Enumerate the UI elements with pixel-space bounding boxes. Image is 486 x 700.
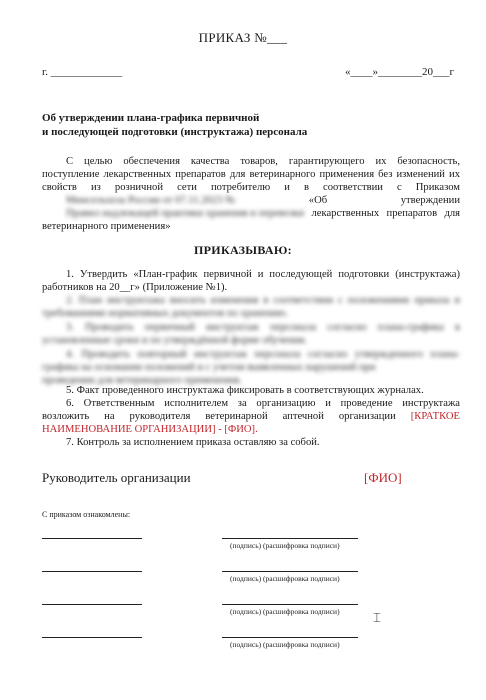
signature-caption: (подпись) (расшифровка подписи) bbox=[230, 574, 340, 583]
preamble-text-2: «Об утверждении bbox=[308, 195, 460, 206]
signature-line bbox=[222, 637, 358, 638]
item-6-text: 6. Ответственным исполнителем за организацию и проведение инструктажа возложить на руководителя ветеринарной аптечной организации bbox=[42, 398, 460, 422]
signature-line bbox=[222, 538, 358, 539]
preamble-text-1: С целью обеспечения качества товаров, гарантирующего их безопасность, поступление лекарственных препаратов для ветеринарного применения без изменений их свойств из розничной сети потребителю и в соответствии с Приказом bbox=[42, 156, 460, 193]
signature-line bbox=[222, 604, 358, 605]
name-line bbox=[42, 538, 142, 539]
item-5: 5. Факт проведенного инструктажа фиксировать в соответствующих журналах. bbox=[66, 385, 424, 396]
city-line: г. _____________ bbox=[42, 66, 123, 78]
item-4-tail: проведении для ветеринарного применения. bbox=[42, 375, 242, 386]
order-title: ПРИКАЗ №___ bbox=[198, 30, 288, 45]
item-3: 3. Проводить первичный инструктаж персонала согласно плана-графика в установленные сроки и по утверждённой форме обучения. bbox=[42, 322, 460, 346]
item-4: 4. Проводить повторный инструктаж персонала согласно утвержденного плана-графика на основании положений и с учетом выявленных нарушений при bbox=[42, 349, 460, 373]
subject-line-2: и последующей подготовки (инструктажа) персонала bbox=[42, 126, 308, 138]
signature-caption: (подпись) (расшифровка подписи) bbox=[230, 541, 340, 550]
name-line bbox=[42, 571, 142, 572]
signature-caption: (подпись) (расшифровка подписи) bbox=[230, 640, 340, 649]
orders-heading: ПРИКАЗЫВАЮ: bbox=[194, 243, 292, 257]
name-line bbox=[42, 604, 142, 605]
preamble-paragraph bbox=[42, 155, 460, 233]
item-1: 1. Утвердить «План-график первичной и последующей подготовки (инструктажа) работников на 20__г» (Приложение №1). bbox=[42, 269, 460, 293]
signature-caption: (подпись) (расшифровка подписи) bbox=[230, 607, 340, 616]
date-line: «____»________20___г bbox=[344, 66, 454, 78]
preamble-blur-2: Правил надлежащей практики хранения и перевозки bbox=[66, 208, 305, 219]
item-6 bbox=[42, 397, 460, 436]
item-6-org-placeholder: [КРАТКОЕ НАИМЕНОВАНИЕ ОРГАНИЗАЦИИ] - [ФИО]. bbox=[42, 411, 460, 435]
name-line bbox=[42, 637, 142, 638]
acknowledged-label: С приказом ознакомлены: bbox=[42, 510, 131, 519]
director-fio-placeholder: [ФИО] bbox=[364, 470, 402, 485]
director-label: Руководитель организации bbox=[42, 470, 191, 485]
subject-line-1: Об утверждении плана-графика первичной bbox=[42, 112, 260, 124]
preamble-blur-1: Минсельхоза России от 07.11.2023 № bbox=[66, 195, 236, 206]
item-7: 7. Контроль за исполнением приказа оставляю за собой. bbox=[66, 437, 320, 448]
order-subject bbox=[42, 111, 442, 139]
preamble-text-3: лекарственных препаратов для ветеринарного применения» bbox=[42, 208, 460, 232]
item-2: 2. План инструктажа вносить изменения в соответствии с положениями приказа и требованиями нормативных документов по хранению. bbox=[42, 295, 460, 319]
signature-line bbox=[222, 571, 358, 572]
text-cursor-icon: ⌶ bbox=[373, 610, 381, 625]
